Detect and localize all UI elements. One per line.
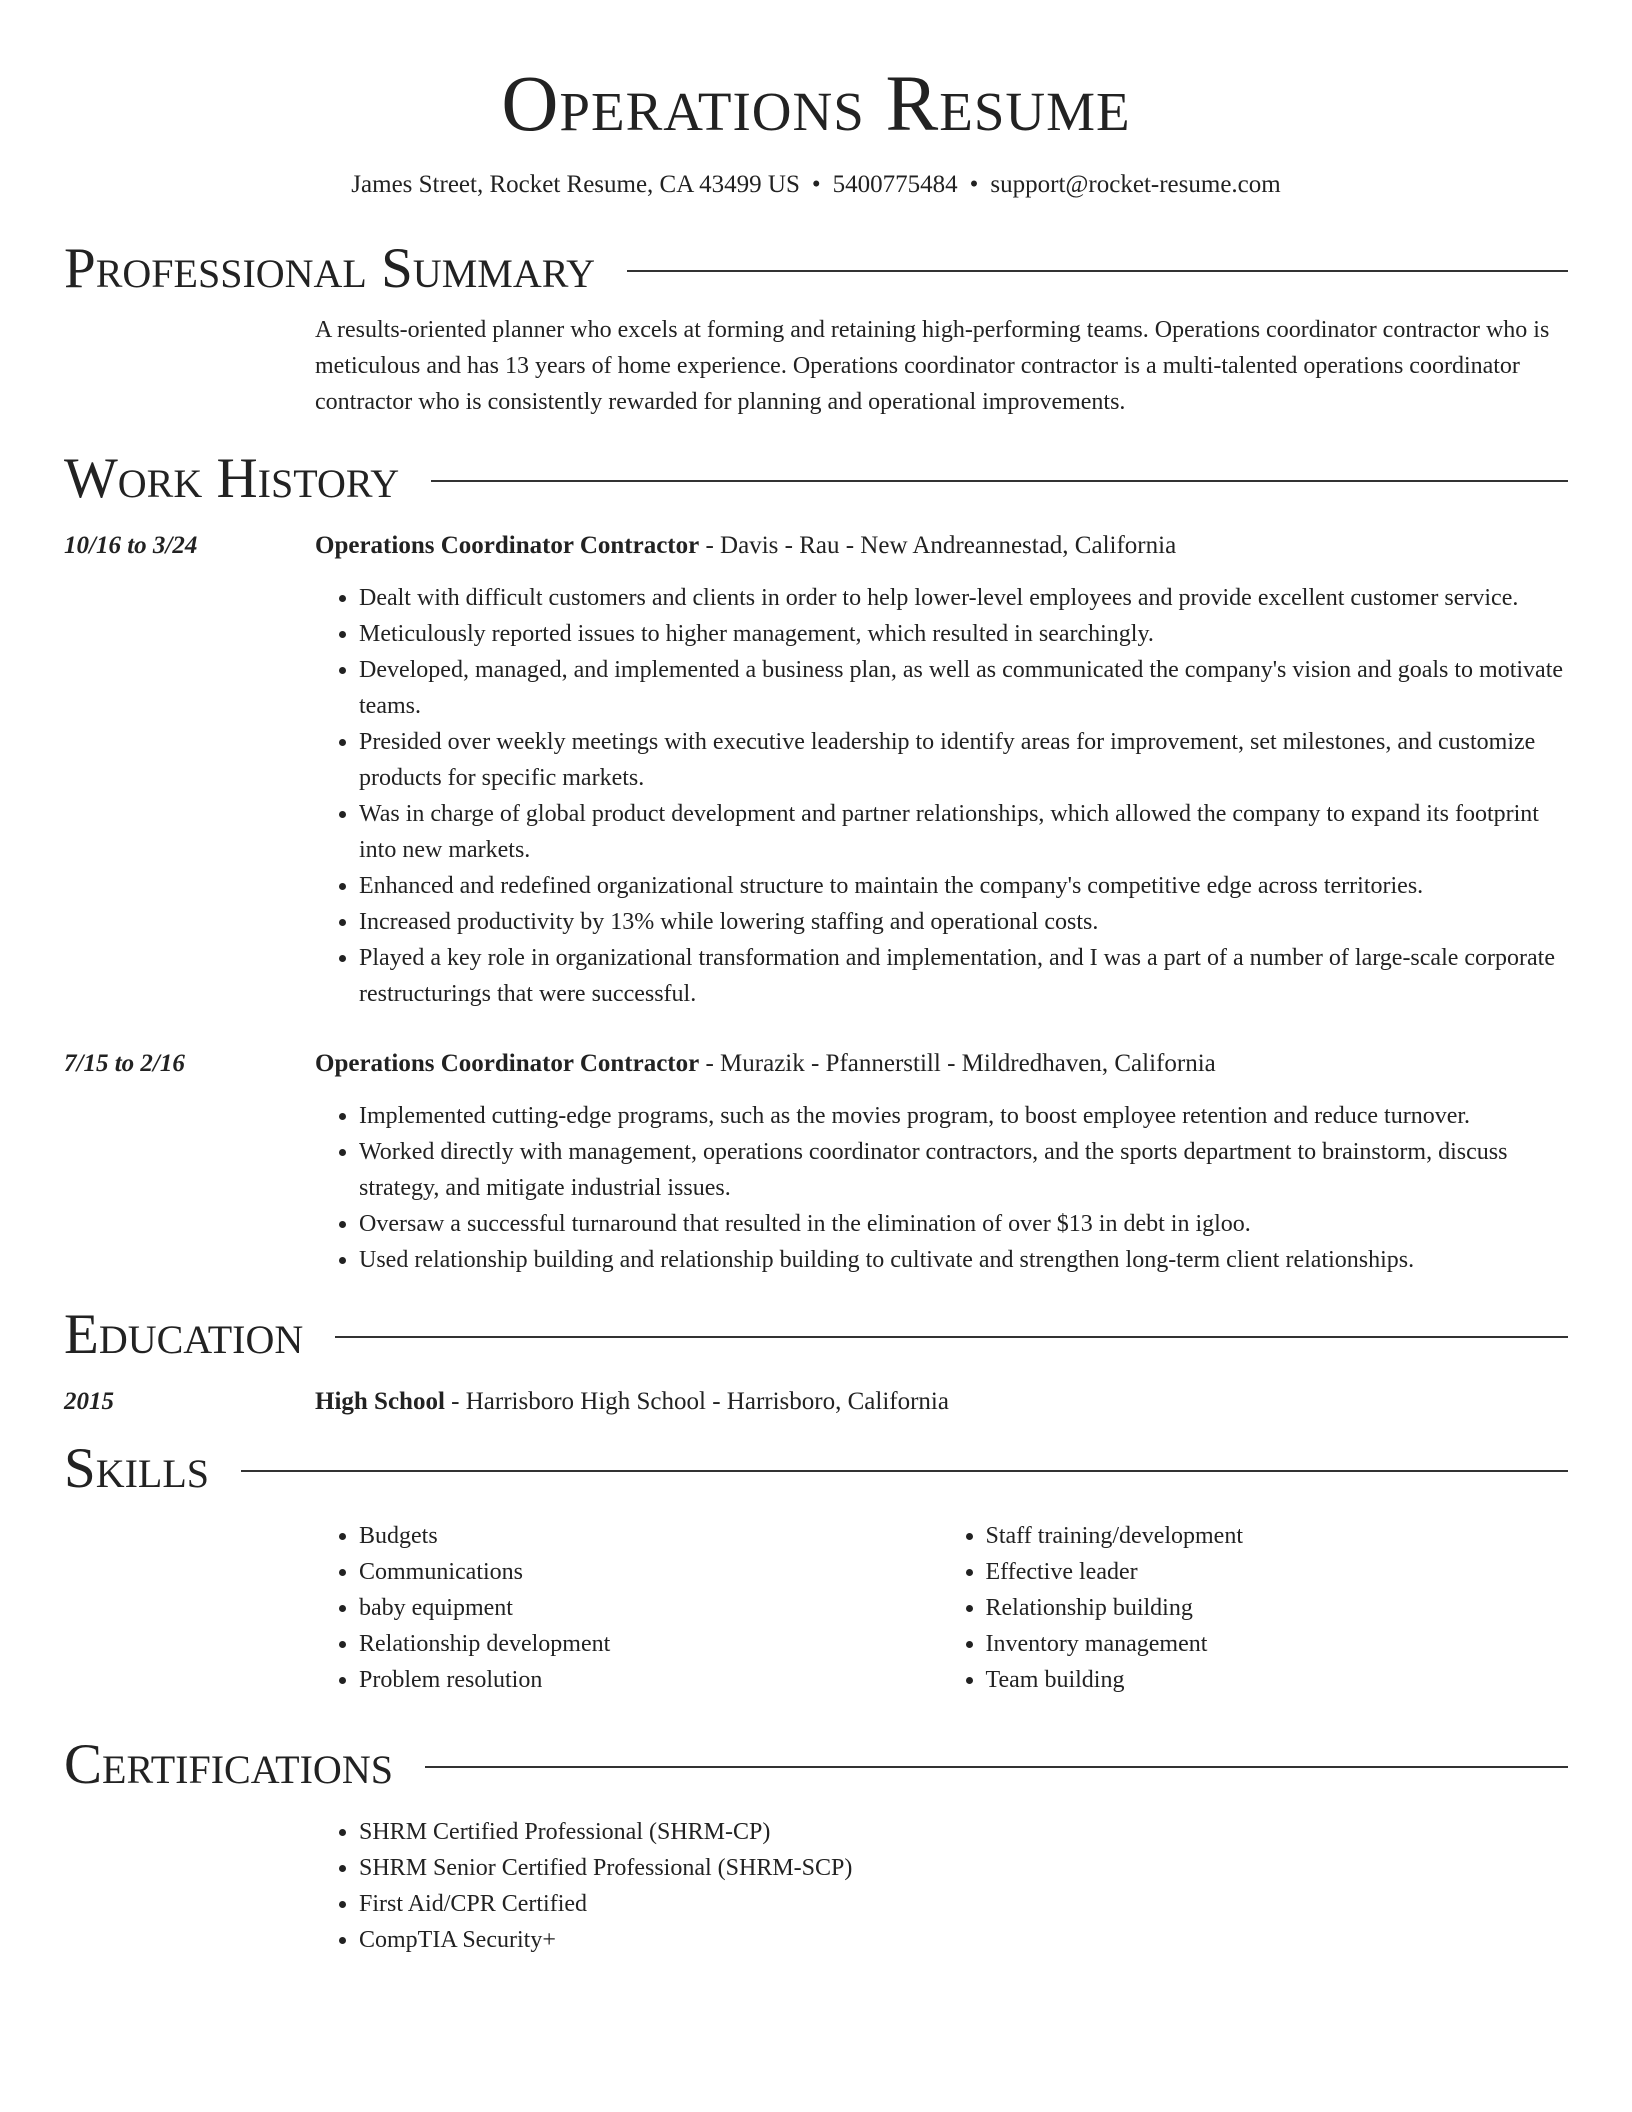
- job-dates: 10/16 to 3/24: [64, 532, 198, 559]
- job-header: [315, 1046, 1568, 1082]
- contact-address: James Street, Rocket Resume, CA 43499 US: [351, 171, 800, 198]
- job-role: Operations Coordinator Contractor: [315, 532, 700, 559]
- work-heading: Work History: [64, 447, 400, 510]
- section-divider: [241, 1470, 1568, 1472]
- education-entry: [64, 1384, 1568, 1420]
- job-bullet: • Increased productivity by 13% while lowering staffing and operational costs.: [359, 904, 1568, 940]
- summary-text: A results-oriented planner who excels at forming and retaining high-performing teams. Operations coordinator contractor who is meticulous and has 13 years of home experience. Operations coordinator contractor is a multi-talented operations coordinator contractor who is consistently rewarded for planning and operational improvements.: [315, 317, 1550, 415]
- job-entry: [64, 528, 1568, 564]
- section-divider: [335, 1336, 1568, 1338]
- resume-page: [64, 0, 1568, 1958]
- certification-item: • CompTIA Security+: [359, 1922, 1568, 1958]
- contact-phone: 5400775484: [832, 171, 958, 198]
- job-bullet-list: [315, 580, 1568, 1012]
- job-bullet: • Used relationship building and relationship building to cultivate and strengthen long-term client relationships.: [359, 1242, 1568, 1278]
- education-degree: High School: [315, 1388, 445, 1415]
- certification-item: • First Aid/CPR Certified: [359, 1886, 1568, 1922]
- certifications-section-header: [64, 1732, 1568, 1798]
- skills-section-header: [64, 1436, 1568, 1502]
- certification-item: • SHRM Senior Certified Professional (SHRM-SCP): [359, 1850, 1568, 1886]
- job-bullet: • Implemented cutting-edge programs, such as the movies program, to boost employee retention and reduce turnover.: [359, 1098, 1568, 1134]
- job-header: [315, 528, 1568, 564]
- skill-item: • Problem resolution: [359, 1662, 942, 1698]
- job-employer: - Murazik - Pfannerstill - Mildredhaven, California: [699, 1050, 1216, 1077]
- skill-item: • Inventory management: [986, 1626, 1569, 1662]
- section-divider: [425, 1766, 1568, 1768]
- job-entry: [64, 1046, 1568, 1082]
- education-school: - Harrisboro High School - Harrisboro, California: [444, 1388, 949, 1415]
- skills-column-left: [315, 1518, 942, 1698]
- job-bullet: • Worked directly with management, operations coordinator contractors, and the sports department to brainstorm, discuss strategy, and mitigate industrial issues.: [359, 1134, 1568, 1206]
- skill-item: • baby equipment: [359, 1590, 942, 1626]
- job-bullet: • Oversaw a successful turnaround that resulted in the elimination of over $13 in debt in igloo.: [359, 1206, 1568, 1242]
- job-role: Operations Coordinator Contractor: [315, 1050, 700, 1077]
- contact-email: support@rocket-resume.com: [990, 171, 1281, 198]
- section-divider: [627, 270, 1568, 272]
- resume-title: Operations Resume: [501, 61, 1131, 148]
- skill-item: • Relationship development: [359, 1626, 942, 1662]
- education-details: [315, 1384, 1568, 1420]
- job-employer: - Davis - Rau - New Andreannestad, California: [699, 532, 1177, 559]
- skills-column-right: [942, 1518, 1569, 1698]
- summary-heading: Professional Summary: [64, 237, 596, 300]
- skill-item: • Staff training/development: [986, 1518, 1569, 1554]
- certification-item: • SHRM Certified Professional (SHRM-CP): [359, 1814, 1568, 1850]
- job-bullet: • Meticulously reported issues to higher management, which resulted in searchingly.: [359, 616, 1568, 652]
- job-bullet: • Dealt with difficult customers and clients in order to help lower-level employees and provide excellent customer service.: [359, 580, 1568, 616]
- education-year: 2015: [64, 1388, 114, 1415]
- summary-section-header: [64, 236, 1568, 302]
- contact-separator: •: [969, 171, 979, 198]
- job-dates: 7/15 to 2/16: [64, 1050, 185, 1077]
- skills-heading: Skills: [64, 1437, 210, 1500]
- contact-line: [64, 168, 1568, 202]
- job-bullet: • Presided over weekly meetings with executive leadership to identify areas for improvement, set milestones, and customize products for specific markets.: [359, 724, 1568, 796]
- skill-item: • Budgets: [359, 1518, 942, 1554]
- work-section-header: [64, 446, 1568, 512]
- skill-item: • Team building: [986, 1662, 1569, 1698]
- certifications-heading: Certifications: [64, 1733, 393, 1796]
- certifications-list: [315, 1814, 1568, 1958]
- job-bullet: • Played a key role in organizational transformation and implementation, and I was a part of a number of large-scale corporate restructurings that were successful.: [359, 940, 1568, 1012]
- job-bullet: • Enhanced and redefined organizational structure to maintain the company's competitive edge across territories.: [359, 868, 1568, 904]
- skill-item: • Communications: [359, 1554, 942, 1590]
- job-bullet: • Was in charge of global product development and partner relationships, which allowed the company to expand its footprint into new markets.: [359, 796, 1568, 868]
- contact-separator: •: [811, 171, 821, 198]
- job-bullet-list: [315, 1098, 1568, 1278]
- skills-list: [315, 1518, 1568, 1698]
- education-heading: Education: [64, 1303, 304, 1366]
- skill-item: • Effective leader: [986, 1554, 1569, 1590]
- education-section-header: [64, 1302, 1568, 1368]
- section-divider: [431, 480, 1568, 482]
- skill-item: • Relationship building: [986, 1590, 1569, 1626]
- job-bullet: • Developed, managed, and implemented a business plan, as well as communicated the company's vision and goals to motivate teams.: [359, 652, 1568, 724]
